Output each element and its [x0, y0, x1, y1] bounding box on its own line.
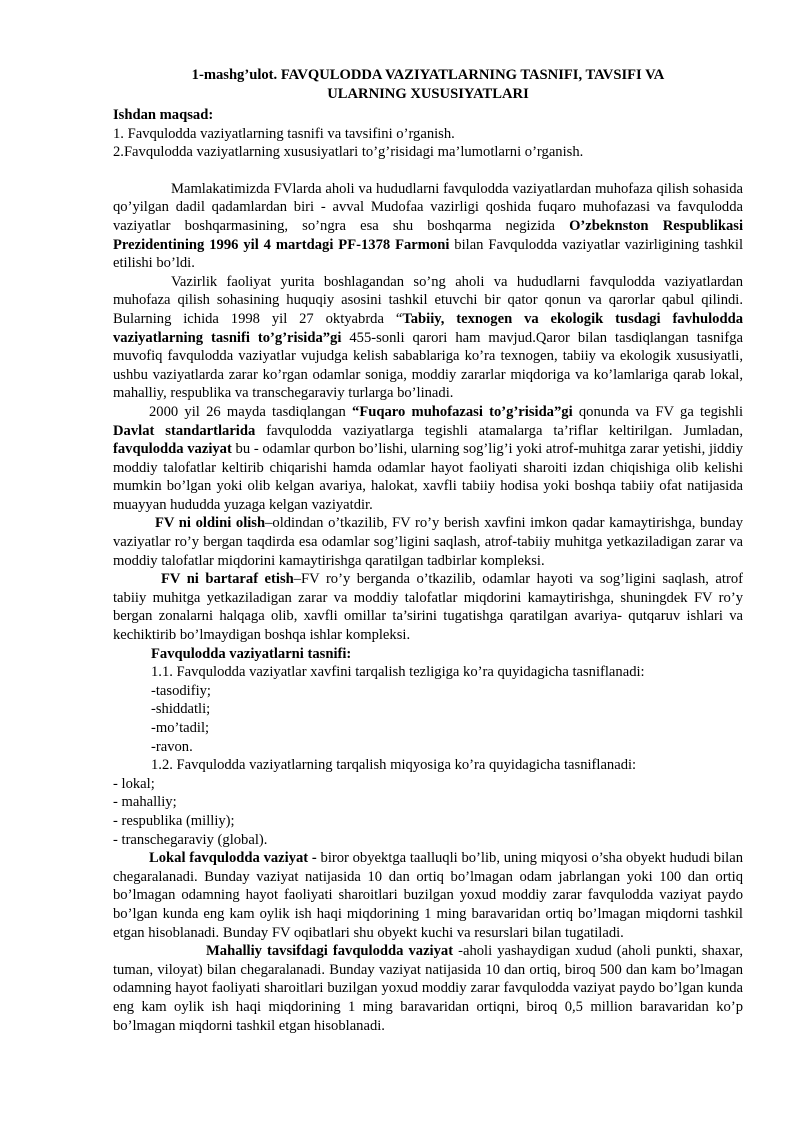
classification-speed-title: 1.1. Favqulodda vaziyatlar xavfini tarqalish tezligiga ko’ra quyidagicha tasniflanadi: — [151, 664, 645, 681]
text-run: qonunda va FV ga tegishli — [572, 403, 743, 420]
text-run: 2000 yil 26 mayda tasdiqlangan — [149, 403, 353, 420]
law-reference: “Fuqaro muhofazasi to’g’risida”gi — [352, 403, 573, 420]
term-regional-emergency: Mahalliy tavsifdagi favqulodda vaziyat — [206, 943, 454, 960]
text-run: favqulodda vaziyatlarga tegishli atamalarga ta’riflar keltirilgan. Jumladan, — [255, 422, 743, 439]
spacer — [113, 162, 743, 180]
term-local-emergency: Lokal favqulodda vaziyat - — [149, 850, 317, 867]
classification-scale-title: 1.2. Favqulodda vaziyatlarning tarqalish miqyosiga ko’ra quyidagicha tasniflanadi: — [151, 757, 637, 774]
paragraph-definition — [113, 403, 743, 515]
term-elimination: FV ni bartaraf etish — [161, 571, 294, 588]
classification-scale-item: - mahalliy; — [113, 794, 177, 811]
text-run: biror obyektga taalluqli bo’lib, uning miqyosi o’sha obyekt hududi bilan chegaralanadi. Bunday vaziyat natijasida 10 dan ortiq bo’lmagan odam jabrlangan yoki 100 dan ortiq bo’lmagan odamning hayot faoliyati sharoitlari buzilgan yoxud moddiy zarar favqulodda vaziyat paydo bo’lgan kunda eng kam oylik ish haqi miqdorining 1 ming baravaridan ortiq bo’lmagan miqdorni tashkil etgan hisoblanadi. Bunday FV oqibatlari shu obyekt kuchi va resurslari bilan tugatiladi. — [113, 850, 743, 941]
classification-scale-item: - respublika (milliy); — [113, 812, 235, 829]
classification-speed-item: -shiddatli; — [151, 701, 211, 718]
paragraph-legal-basis — [113, 273, 743, 403]
classification-scale-item: - lokal; — [113, 775, 155, 792]
goal-item-2: 2.Favqulodda vaziyatlarning xususiyatlari to’g’risidagi ma’lumotlarni o’rganish. — [113, 144, 584, 161]
decree-reference: O’zbeknston Respublikasi Prezidentining 1996 yil 4 martdagi PF-1378 Farmoni — [113, 217, 743, 253]
goal-heading: Ishdan maqsad: — [113, 107, 214, 123]
paragraph-local-emergency — [113, 849, 743, 942]
text-run: bilan Favqulodda vaziyatlar vazirligining tashkil etilishi bo’ldi. — [113, 236, 743, 272]
text-run: –FV ro’y berganda o’tkazilib, odamlar hayoti va sog’ligini saqlash, atrof tabiiy muhitga yetkaziladigan zarar va moddiy talofatlar miqdorini kamaytirishga, shuningdek FV ro’y bergan zonalarni halqaga olib, xavfli omillar ta’sirini tugatishga qaratilgan avariya- qutqaruv ishlari va kechiktirib bo’lmaydigan boshqa ishlar kompleksi. — [113, 571, 743, 644]
text-run: 455-sonli qarori ham mavjud.Qaror bilan tasdiqlangan tasnifga muvofiq favqulodda vaziyatlar vujudga kelish sabablariga ko’ra texnogen, tabiiy va ekologik xususiyatli, ushbu vaziyatlarda zarar ko’rgan odamlar soniga, moddiy zararlar miqdoriga va ko’lamlariga qarab lokal, mahalliy, respublika va transchegaraviy turlarga bo’linadi. — [113, 329, 743, 402]
text-run: Mamlakatimizda FVlarda aholi va hududlarni favqulodda vaziyatlardan muhofaza qilish sohasida qo’yilgan dadil qadamlardan biri - avval Mudofaa vazirligi qoshida fuqaro muhofazasi va favqulodda vaziyatlar boshqarmasining, so’ngra esa shu boshqarma negizida — [113, 180, 743, 234]
text-run: bu - odamlar qurbon bo’lishi, ularning sog’lig’i yoki atrof-muhitga zarar yetishi, jiddiy moddiy talofatlar keltirib chiqarishi hamda odamlar hayot faoliyati sharoiti izdan chiqishiga olib kelishi mumkin bo’lgan yoki olib kelgan avariya, halokat, xavfli tabiiy hodisa yoki boshqa tabiiy ofat natijasida muayyan hududda yuzaga kelgan vaziyatdir. — [113, 441, 743, 513]
paragraph-ministry-founding — [113, 180, 743, 273]
classification-speed-item: -mo’tadil; — [151, 720, 210, 736]
standards-reference: Davlat standartlarida — [113, 422, 256, 439]
title-line-2: ULARNING XUSUSIYATLARI — [327, 86, 529, 102]
term-emergency: favqulodda vaziyat — [113, 441, 232, 458]
document-title — [113, 66, 743, 104]
paragraph-prevention — [113, 514, 743, 570]
text-run: Vazirlik faoliyat yurita boshlagandan so’ng aholi va hududlarni favqulodda vaziyatlardan muhofaza qilish sohasining huquqiy asosini tashkil etuvchi bir qator qonun va qarorlar qabul qilindi. Bularning ichida 1998 yil 27 oktyabrda “ — [113, 273, 743, 327]
classification-speed-item: -tasodifiy; — [151, 682, 211, 699]
paragraph-elimination — [113, 570, 743, 644]
classification-scale-item: - transchegaraviy (global). — [113, 831, 268, 848]
resolution-reference: Tabiiy, texnogen va ekologik tusdagi favhulodda vaziyatlarning tasnifi to’g’risida”gi — [113, 310, 744, 346]
title-line-1: 1-mashg’ulot. FAVQULODDA VAZIYATLARNING TASNIFI, TAVSIFI VA — [191, 67, 665, 83]
classification-speed-item: -ravon. — [151, 738, 193, 755]
classification-heading: Favqulodda vaziyatlarni tasnifi: — [151, 645, 352, 662]
paragraph-regional-emergency — [113, 942, 743, 1035]
text-run: –oldindan o’tkazilib, FV ro’y berish xavfini imkon qadar kamaytirishga, bunday vaziyatlar ro’y bergan taqdirda esa odamlar sog’ligini saqlash, atrof-tabiiy muhitga yetkaziladigan zarar va moddiy talofatlar miqdorini kamaytirishga qaratilgan tadbirlar kompleksi. — [113, 515, 744, 569]
term-prevention: FV ni oldini olish — [155, 515, 266, 532]
text-run: -aholi yashaydigan xudud (aholi punkti, shaxar, tuman, viloyat) bilan chegaralanadi. Bunday vaziyat natijasida 10 dan ortiq, biroq 500 dan kam bo’lmagan odamning hayot faoliyati sharoitlari buzilgan yoxud moddiy zarar favqulodda vaziyat paydo bo’lgan kunda eng kam oylik ish haqi miqdorining 1 ming baravaridan ortiqni, biroq 0,5 million baravaridan ko’p bo’lmagan miqdorni tashkil etgan hisoblanadi. — [113, 943, 744, 1034]
goal-item-1: 1. Favqulodda vaziyatlarning tasnifi va tavsifini o’rganish. — [113, 125, 455, 142]
